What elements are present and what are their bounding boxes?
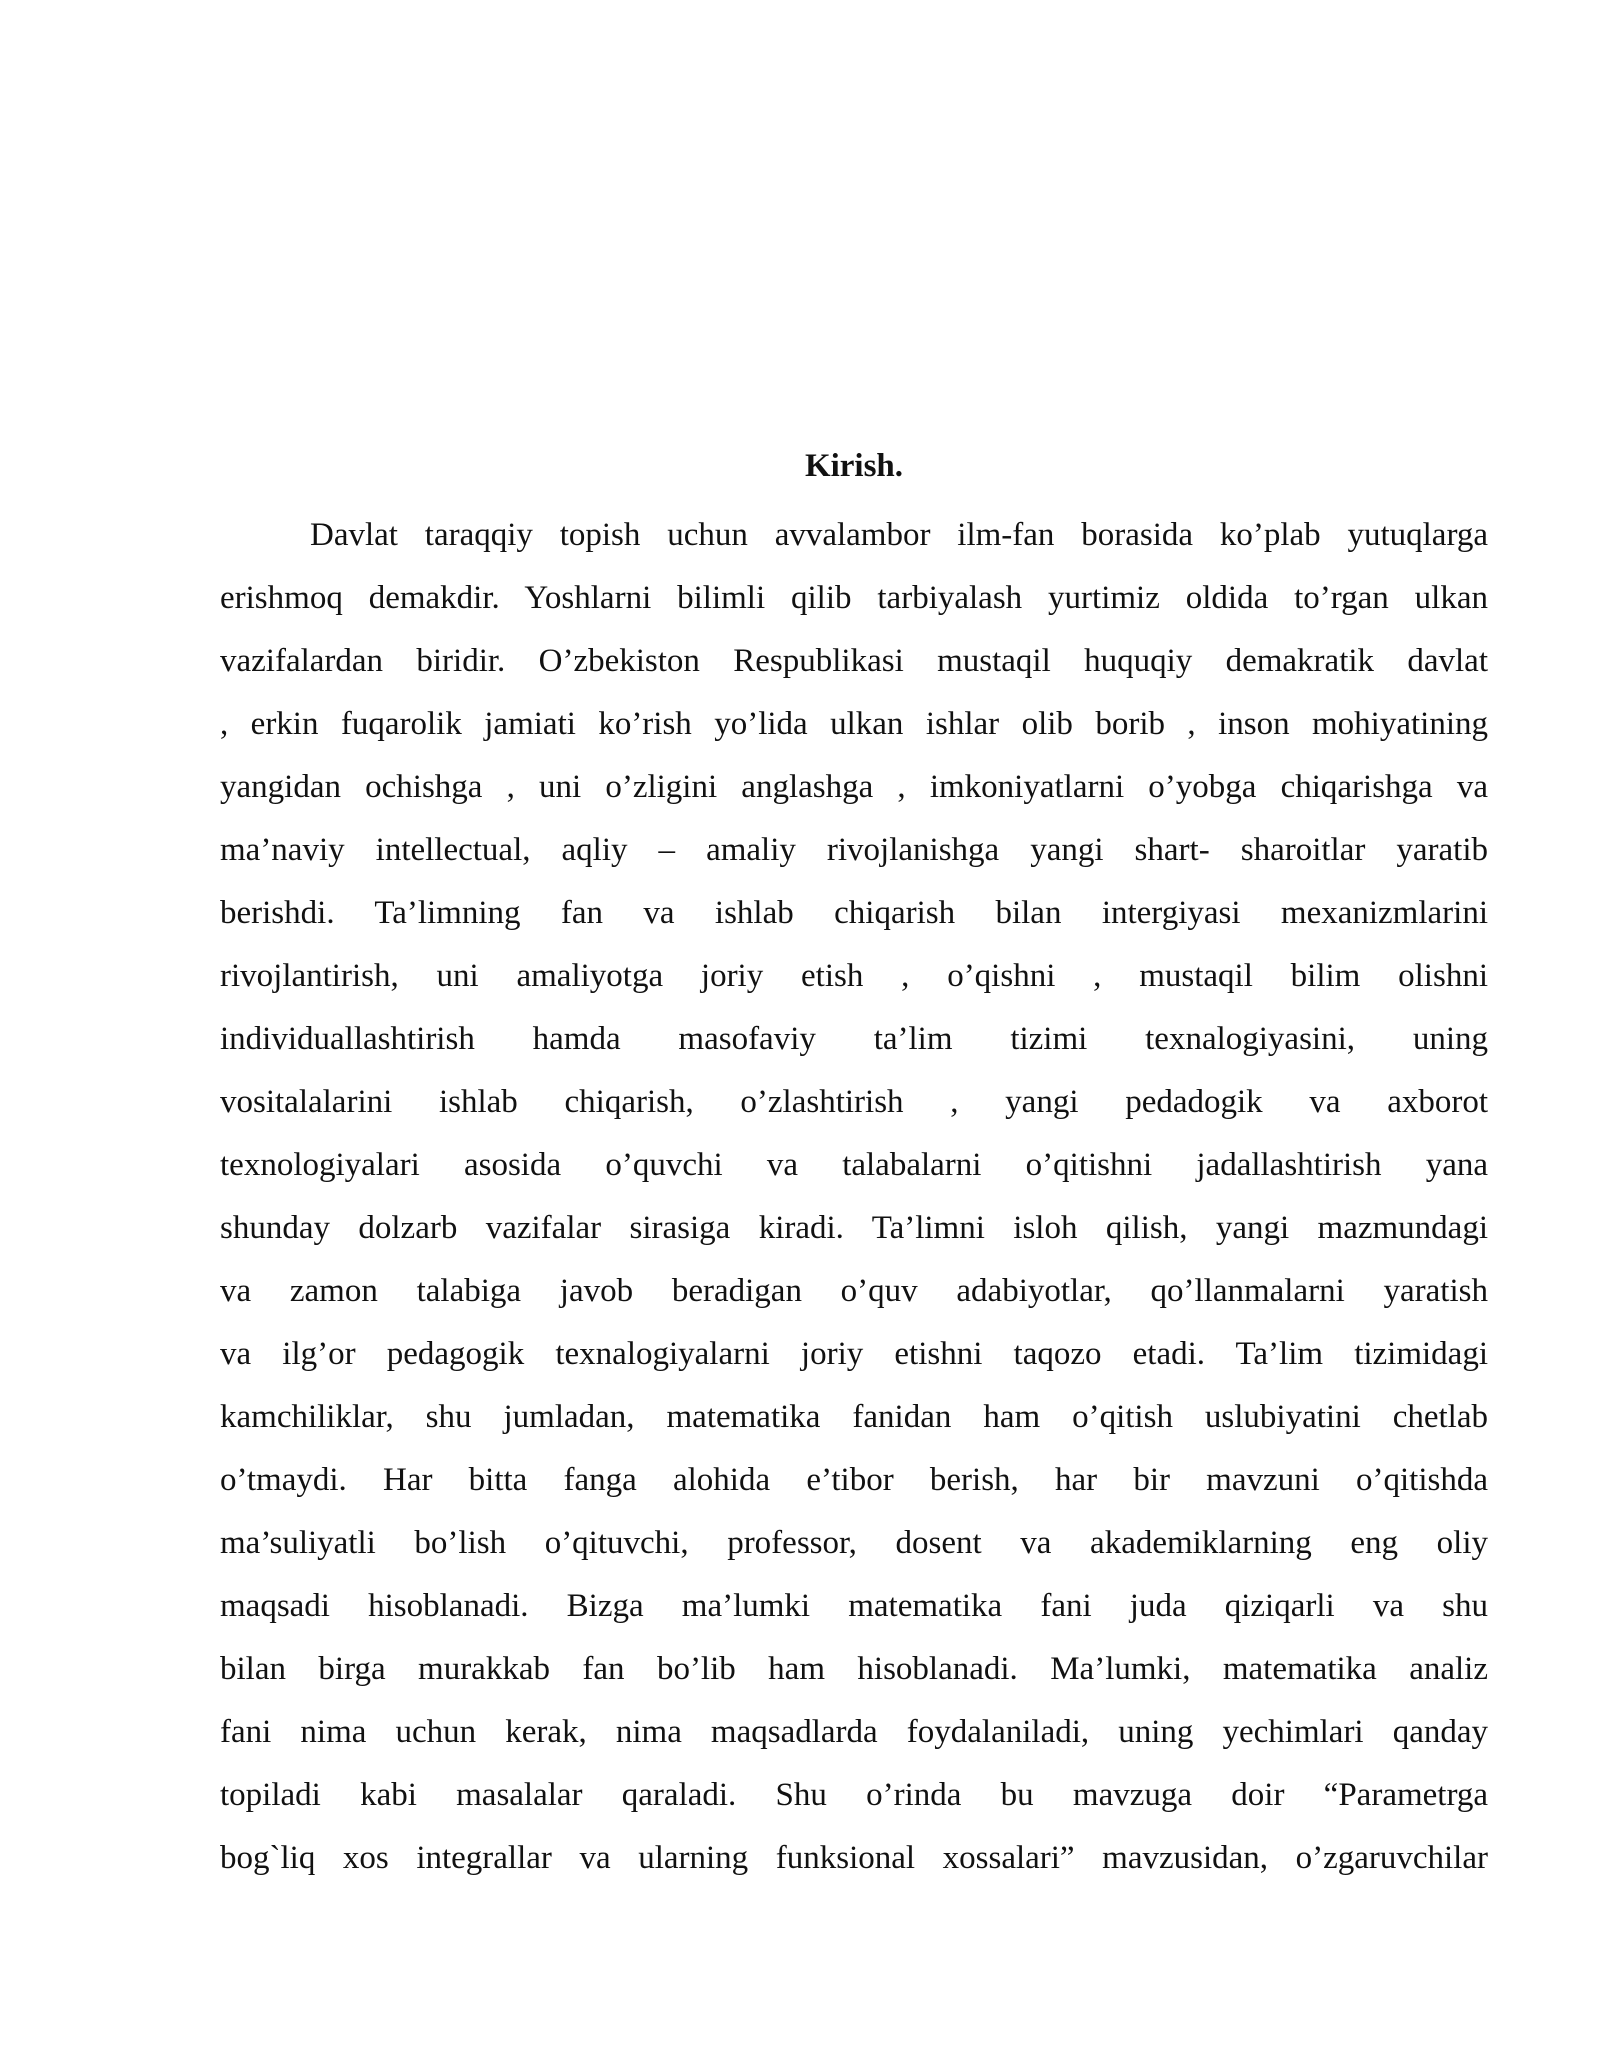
body-paragraph [220,504,1488,1890]
text-line: topiladi kabi masalalar qaraladi. Shu o’rinda bu mavzuga doir “Parametrga [220,1777,1488,1813]
text-line: shunday dolzarb vazifalar sirasiga kiradi. Ta’limni isloh qilish, yangi mazmundagi [220,1210,1488,1246]
text-line: erishmoq demakdir. Yoshlarni bilimli qilib tarbiyalash yurtimiz oldida to’rgan ulkan [220,580,1488,616]
text-line: , erkin fuqarolik jamiati ko’rish yo’lida ulkan ishlar olib borib , inson mohiyatining [220,706,1488,742]
text-line: rivojlantirish, uni amaliyotga joriy etish , o’qishni , mustaqil bilim olishni [220,958,1488,994]
text-line: vositalalarini ishlab chiqarish, o’zlashtirish , yangi pedadogik va axborot [220,1084,1488,1120]
text-line: bilan birga murakkab fan bo’lib ham hisoblanadi. Ma’lumki, matematika analiz [220,1651,1488,1687]
text-line: Davlat taraqqiy topish uchun avvalambor ilm-fan borasida ko’plab yutuqlarga [310,517,1488,553]
text-line: vazifalardan biridir. O’zbekiston Respublikasi mustaqil huquqiy demakratik davlat [220,643,1488,679]
text-line: berishdi. Ta’limning fan va ishlab chiqarish bilan intergiyasi mexanizmlarini [220,895,1488,931]
text-line: va ilg’or pedagogik texnalogiyalarni joriy etishni taqozo etadi. Ta’lim tizimidagi [220,1336,1488,1372]
text-line: bog`liq xos integrallar va ularning funksional xossalari” mavzusidan, o’zgaruvchilar [220,1840,1488,1876]
text-line: o’tmaydi. Har bitta fanga alohida e’tibor berish, har bir mavzuni o’qitishda [220,1462,1488,1498]
text-line: ma’suliyatli bo’lish o’qituvchi, professor, dosent va akademiklarning eng oliy [220,1525,1488,1561]
text-line: individuallashtirish hamda masofaviy ta’lim tizimi texnalogiyasini, uning [220,1021,1488,1057]
text-line: yangidan ochishga , uni o’zligini anglashga , imkoniyatlarni o’yobga chiqarishga va [220,769,1488,805]
text-line: fani nima uchun kerak, nima maqsadlarda foydalaniladi, uning yechimlari qanday [220,1714,1488,1750]
text-line: texnologiyalari asosida o’quvchi va talabalarni o’qitishni jadallashtirish yana [220,1147,1488,1183]
text-line: va zamon talabiga javob beradigan o’quv adabiyotlar, qo’llanmalarni yaratish [220,1273,1488,1309]
text-line: ma’naviy intellectual, aqliy – amaliy rivojlanishga yangi shart- sharoitlar yaratib [220,832,1488,868]
page-title: Kirish. [804,448,904,484]
text-line: kamchiliklar, shu jumladan, matematika fanidan ham o’qitish uslubiyatini chetlab [220,1399,1488,1435]
text-line: maqsadi hisoblanadi. Bizga ma’lumki matematika fani juda qiziqarli va shu [220,1588,1488,1624]
